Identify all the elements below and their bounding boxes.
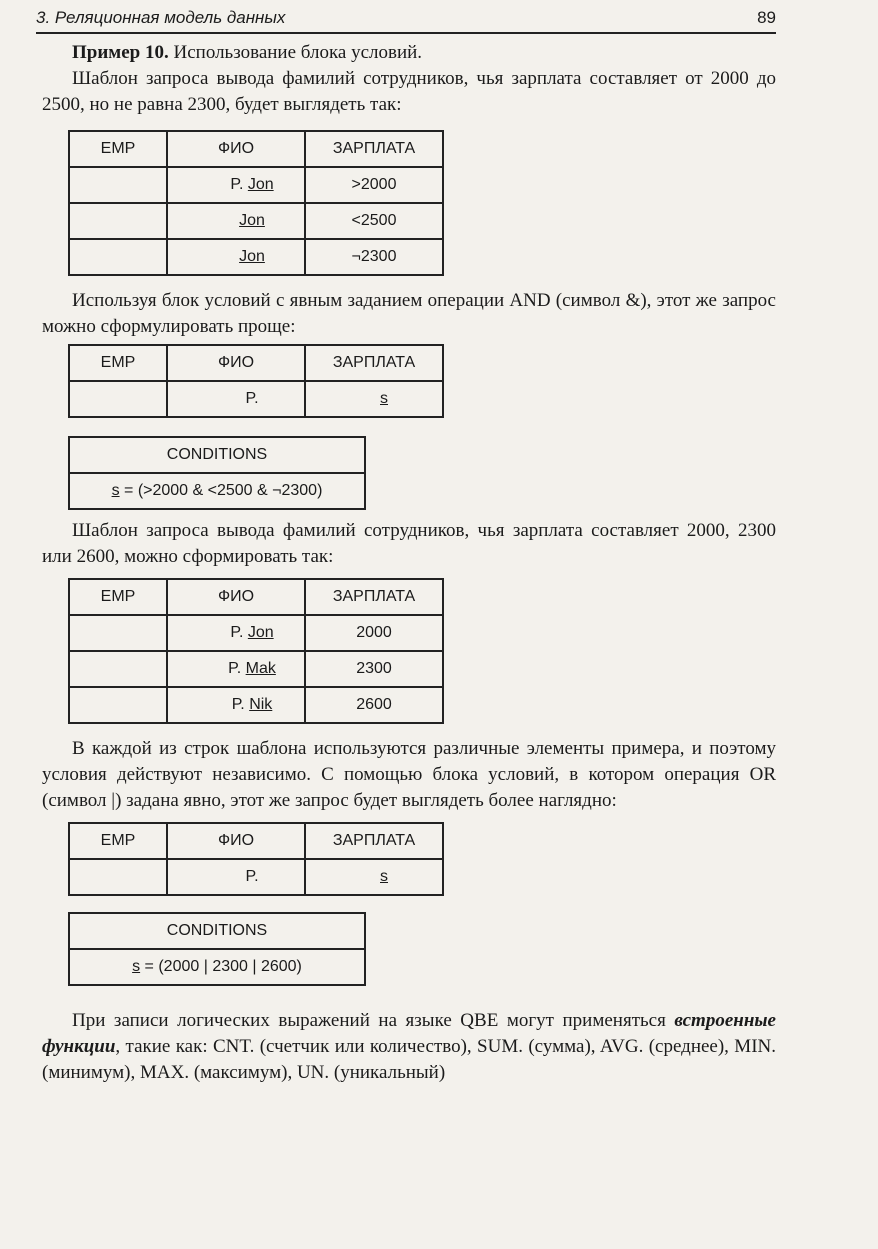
print-prefix: P.	[230, 624, 248, 641]
example-element: Jon	[239, 248, 265, 265]
conditions-expression	[70, 950, 364, 984]
paragraph-5-start: При записи логических выражений на языке QBE могут применяться	[72, 1010, 675, 1031]
print-prefix: P.	[231, 696, 250, 713]
emp-cell	[69, 651, 167, 687]
example-heading	[42, 40, 776, 66]
print-prefix: P.	[230, 176, 248, 193]
salary-cell: 2600	[305, 687, 443, 723]
qbe-table-3	[68, 578, 444, 724]
table-row	[69, 167, 443, 203]
fio-cell	[167, 687, 305, 723]
qbe-table-2	[68, 344, 444, 418]
header-cell: ЗАРПЛАТА	[305, 345, 443, 381]
fio-cell	[167, 859, 305, 895]
table-header-row	[69, 345, 443, 381]
qbe-table-1	[68, 130, 444, 276]
salary-cell: ¬2300	[305, 239, 443, 275]
fio-cell	[167, 651, 305, 687]
emp-cell	[69, 687, 167, 723]
qbe-table-4	[68, 822, 444, 896]
header-cell: EMP	[69, 345, 167, 381]
print-prefix: P.	[228, 660, 246, 677]
table-header-row	[69, 579, 443, 615]
example-variable: s	[380, 868, 388, 885]
fio-cell	[167, 239, 305, 275]
header-cell: ФИО	[167, 823, 305, 859]
example-element: Jon	[247, 624, 274, 641]
table-row	[69, 615, 443, 651]
table-header-row	[69, 823, 443, 859]
paragraph-5	[42, 1008, 776, 1086]
header-cell: EMP	[69, 131, 167, 167]
header-cell: ФИО	[167, 131, 305, 167]
chapter-title: 3. Реляционная модель данных	[36, 8, 286, 27]
salary-cell: >2000	[305, 167, 443, 203]
paragraph-2: Используя блок условий с явным заданием операции AND (символ &), этот же запрос можно сформулировать проще:	[42, 290, 776, 337]
header-cell: EMP	[69, 579, 167, 615]
condition-text: = (2000 | 2300 | 2600)	[140, 958, 302, 975]
conditions-box-2	[68, 912, 366, 986]
emp-cell	[69, 859, 167, 895]
emp-cell	[69, 203, 167, 239]
example-variable: s	[380, 390, 388, 407]
fio-cell	[167, 381, 305, 417]
table-row	[69, 687, 443, 723]
table-row	[69, 381, 443, 417]
emp-cell	[69, 615, 167, 651]
example-variable: s	[111, 482, 120, 499]
paragraph-3: Шаблон запроса вывода фамилий сотрудников, чья зарплата составляет 2000, 2300 или 2600, можно сформировать так:	[42, 520, 776, 567]
page-number: 89	[757, 8, 776, 27]
emp-cell	[69, 167, 167, 203]
header-cell: ЗАРПЛАТА	[305, 131, 443, 167]
table-row	[69, 651, 443, 687]
fio-cell	[167, 203, 305, 239]
example-variable: s	[132, 958, 141, 975]
emp-cell	[69, 381, 167, 417]
fio-cell	[167, 615, 305, 651]
salary-cell: 2300	[305, 651, 443, 687]
example-title: Использование блока условий.	[168, 42, 423, 63]
salary-cell: <2500	[305, 203, 443, 239]
running-header	[36, 6, 776, 34]
conditions-title: CONDITIONS	[70, 438, 364, 474]
example-element: Mak	[245, 660, 276, 677]
header-cell: ФИО	[167, 345, 305, 381]
conditions-expression	[70, 474, 364, 508]
salary-cell: 2000	[305, 615, 443, 651]
emp-cell	[69, 239, 167, 275]
table-row	[69, 239, 443, 275]
header-cell: ФИО	[167, 579, 305, 615]
example-element: Jon	[247, 176, 274, 193]
example-element: Nik	[249, 696, 273, 713]
condition-text: = (>2000 & <2500 & ¬2300)	[119, 482, 323, 499]
conditions-box-1	[68, 436, 366, 510]
table-header-row	[69, 131, 443, 167]
fio-cell	[167, 167, 305, 203]
header-cell: EMP	[69, 823, 167, 859]
paragraph-1: Шаблон запроса вывода фамилий сотрудников, чья зарплата составляет от 2000 до 2500, но не равна 2300, будет выглядеть так:	[42, 68, 776, 115]
term-builtin-functions: встроенные функции	[42, 1010, 776, 1057]
print-prefix: P.	[245, 868, 259, 885]
header-cell: ЗАРПЛАТА	[305, 823, 443, 859]
paragraph-4: В каждой из строк шаблона используются различные элементы примера, и поэтому условия действуют независимо. С помощью блока условий, в котором операция OR (символ |) задана явно, этот же запрос будет выглядеть более наглядно:	[42, 738, 776, 811]
paragraph-5-end: , такие как: CNT. (счетчик или количество), SUM. (сумма), AVG. (среднее), MIN. (минимум), MAX. (максимум), UN. (уникальный)	[42, 1036, 776, 1083]
salary-cell	[305, 859, 443, 895]
conditions-title: CONDITIONS	[70, 914, 364, 950]
header-cell: ЗАРПЛАТА	[305, 579, 443, 615]
example-element: Jon	[239, 212, 265, 229]
print-prefix: P.	[245, 390, 259, 407]
table-row	[69, 203, 443, 239]
salary-cell	[305, 381, 443, 417]
example-label: Пример 10.	[72, 42, 169, 63]
table-row	[69, 859, 443, 895]
